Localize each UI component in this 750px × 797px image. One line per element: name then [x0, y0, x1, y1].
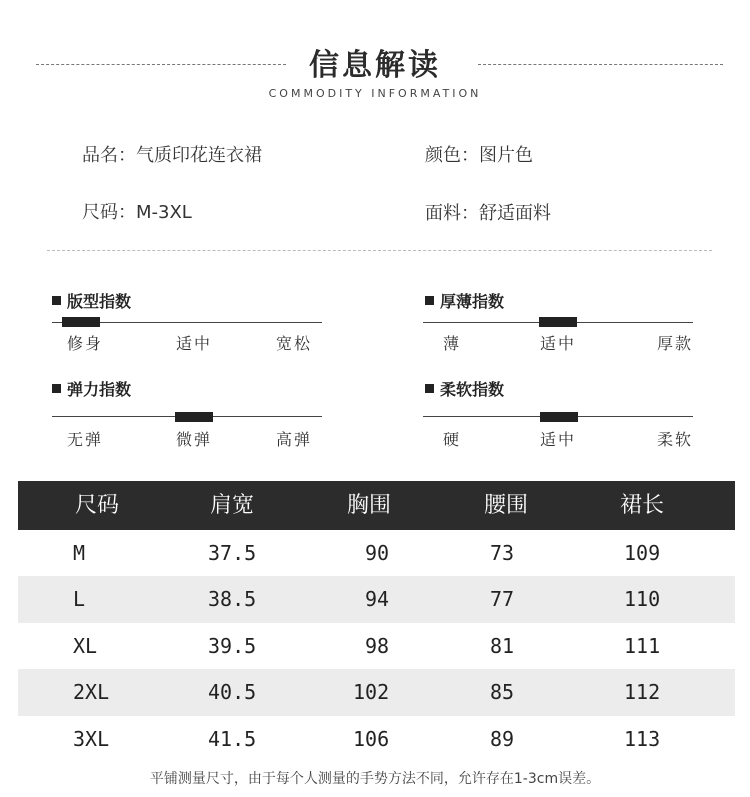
- elasticity-index-marker: [175, 412, 213, 422]
- header-bust: 胸围: [347, 493, 392, 518]
- table-row: [18, 669, 735, 715]
- fit-option-2: 适中: [176, 334, 213, 353]
- product-size-label: 尺码：: [82, 202, 136, 223]
- product-color-value: 图片色: [479, 145, 533, 166]
- square-bullet-icon: [52, 384, 61, 393]
- thickness-index-title: 厚薄指数: [425, 289, 504, 312]
- fit-option-1: 修身: [67, 334, 104, 353]
- product-name-value: 气质印花连衣裙: [136, 145, 262, 166]
- thickness-option-1: 薄: [443, 334, 462, 353]
- cell-length: 111: [624, 633, 661, 658]
- product-name-row: [82, 141, 262, 167]
- square-bullet-icon: [52, 296, 61, 305]
- cell-size: XL: [73, 633, 98, 658]
- cell-size: L: [73, 587, 86, 612]
- square-bullet-icon: [425, 296, 434, 305]
- cell-size: M: [73, 541, 86, 565]
- size-table-header: [18, 481, 735, 530]
- thickness-index-marker: [539, 317, 577, 327]
- product-size-value: M-3XL: [136, 202, 192, 223]
- elasticity-index-title: 弹力指数: [52, 377, 131, 400]
- cell-size: 2XL: [73, 680, 110, 705]
- softness-index-marker: [540, 412, 578, 422]
- cell-length: 110: [624, 587, 661, 612]
- fit-index-title: 版型指数: [52, 289, 131, 312]
- cell-waist: 73: [490, 541, 515, 565]
- cell-shoulder: 41.5: [208, 726, 257, 751]
- cell-bust: 94: [365, 587, 390, 612]
- softness-option-3: 柔软: [657, 430, 694, 449]
- fit-index-marker: [62, 317, 100, 327]
- product-size-row: [82, 198, 192, 224]
- cell-size: 3XL: [73, 726, 110, 751]
- cell-bust: 102: [353, 680, 390, 705]
- softness-option-1: 硬: [443, 430, 462, 449]
- cell-bust: 98: [365, 633, 390, 658]
- square-bullet-icon: [425, 384, 434, 393]
- page-title: 信息解读: [309, 48, 441, 83]
- page-subtitle: COMMODITY INFORMATION: [268, 87, 482, 100]
- cell-waist: 89: [490, 726, 515, 751]
- product-fabric-label: 面料：: [425, 203, 479, 224]
- header-size: 尺码: [75, 493, 120, 518]
- softness-option-2: 适中: [540, 430, 577, 449]
- cell-bust: 90: [365, 541, 390, 565]
- cell-shoulder: 39.5: [208, 633, 257, 658]
- cell-waist: 81: [490, 633, 515, 658]
- elasticity-option-2: 微弹: [176, 430, 213, 449]
- cell-bust: 106: [353, 726, 390, 751]
- cell-length: 112: [624, 680, 661, 705]
- softness-index-title: 柔软指数: [425, 377, 504, 400]
- product-fabric-value: 舒适面料: [479, 203, 551, 224]
- product-color-label: 颜色：: [425, 145, 479, 166]
- thickness-option-2: 适中: [540, 334, 577, 353]
- elasticity-option-3: 高弹: [276, 430, 313, 449]
- table-row: [18, 530, 735, 576]
- section-divider: [47, 250, 712, 251]
- table-row: [18, 623, 735, 669]
- cell-length: 109: [624, 541, 661, 565]
- measurement-note: 平铺测量尺寸，由于每个人测量的手势方法不同，允许存在1-3cm误差。: [149, 771, 601, 787]
- table-row: [18, 716, 735, 762]
- header-waist: 腰围: [484, 493, 529, 518]
- title-right-rule: [478, 64, 723, 65]
- size-table: [18, 481, 735, 762]
- fit-option-3: 宽松: [276, 334, 313, 353]
- header-shoulder: 肩宽: [210, 493, 255, 518]
- header-length: 裙长: [620, 493, 665, 518]
- thickness-option-3: 厚款: [657, 334, 694, 353]
- elasticity-option-1: 无弹: [67, 430, 104, 449]
- table-row: [18, 576, 735, 622]
- product-color-row: [425, 141, 533, 167]
- cell-shoulder: 40.5: [208, 680, 257, 705]
- cell-shoulder: 38.5: [208, 587, 257, 612]
- cell-shoulder: 37.5: [208, 541, 257, 565]
- cell-waist: 77: [490, 587, 515, 612]
- product-name-label: 品名：: [82, 145, 136, 166]
- product-fabric-row: [425, 199, 551, 225]
- cell-length: 113: [624, 726, 661, 751]
- cell-waist: 85: [490, 680, 515, 705]
